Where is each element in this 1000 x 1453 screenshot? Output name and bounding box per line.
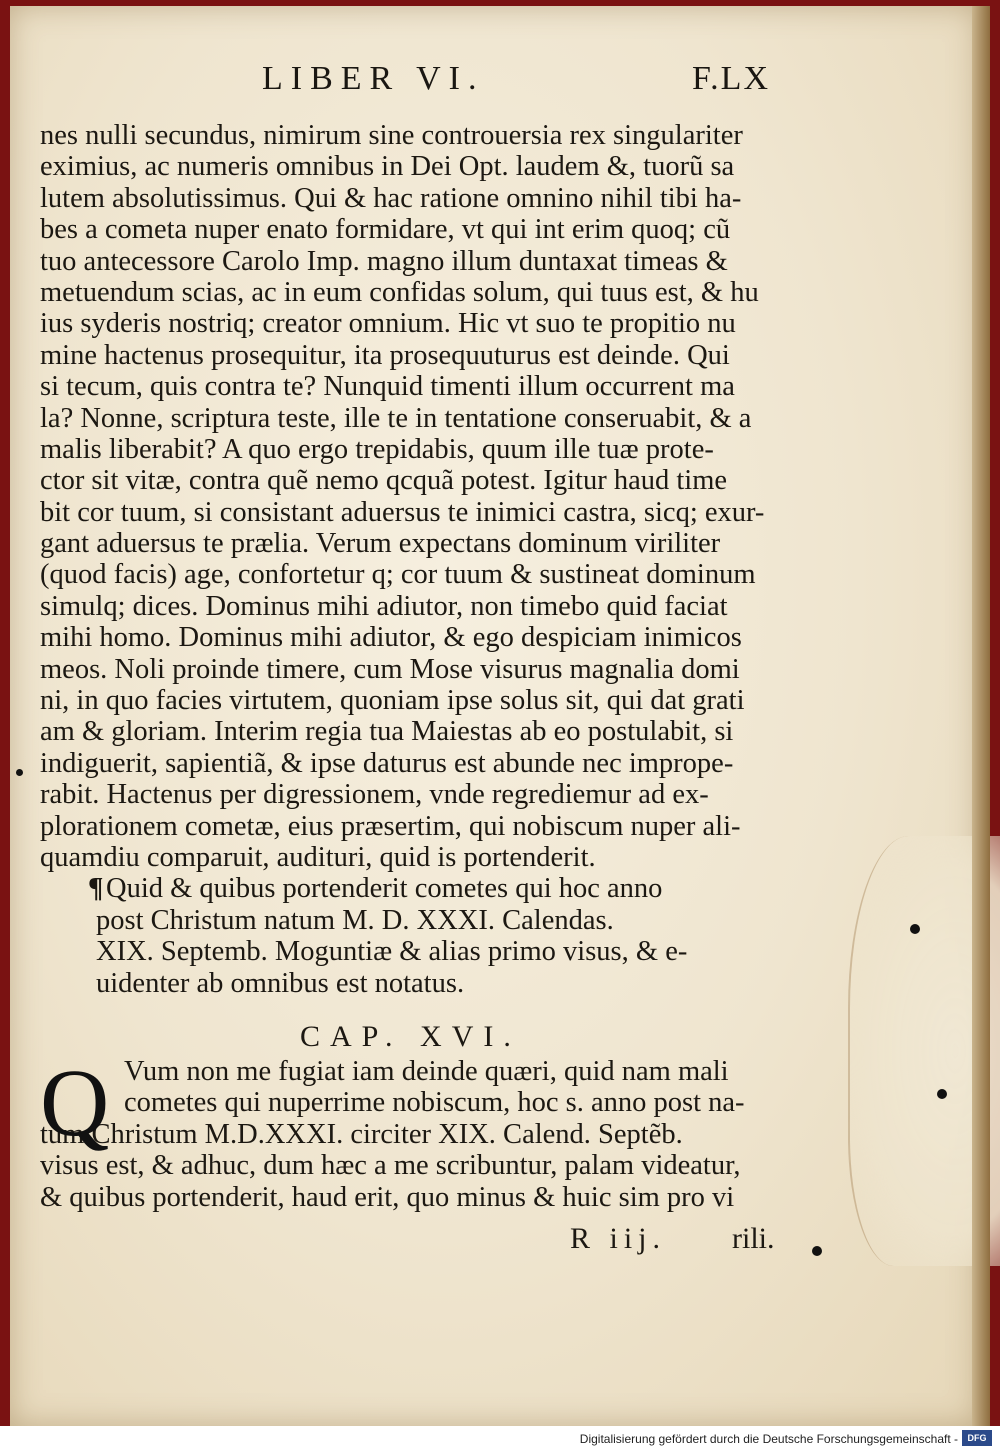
margin-dot: [812, 1246, 822, 1256]
text-line: tum Christum M.D.XXXI. circiter XIX. Calend. Septẽb.: [40, 1118, 683, 1150]
signature-mark: R iij.: [570, 1222, 667, 1255]
folio-number: F.LX: [692, 60, 771, 97]
text-line: meos. Noli proinde timere, cum Mose visurus magnalia domi: [40, 653, 740, 685]
chapter-body: [40, 1049, 800, 1213]
text-line: nes nulli secundus, nimirum sine controuersia rex singulariter: [40, 120, 743, 151]
text-line: simulq; dices. Dominus mihi adiutor, non timebo quid faciat: [40, 590, 728, 622]
chapter-label: CAP. XVI.: [300, 1020, 521, 1053]
page-header: [240, 60, 800, 110]
margin-dot: [16, 769, 23, 776]
text-line: eximius, ac numeris omnibus in Dei Opt. laudem &, tuorũ sa: [40, 151, 735, 183]
footer-credit: Digitalisierung gefördert durch die Deutsche Forschungsgemeinschaft -: [579, 1432, 958, 1446]
text-line: ni, in quo facies virtutem, quoniam ipse solus sit, qui dat grati: [40, 685, 745, 717]
text-line: am & gloriam. Interim regia tua Maiestas ab eo postulabit, si: [40, 716, 734, 748]
text-line: indiguerit, sapientiã, & ipse daturus est abunde nec imprope-: [40, 747, 734, 779]
text-line: rabit. Hactenus per digressionem, vnde regrediemur ad ex-: [40, 779, 709, 811]
text-line: metuendum scias, ac in eum confidas solum, qui tuus est, & hu: [40, 276, 759, 308]
text-line: bes a cometa nuper enato formidare, vt qui int erim quoq; cũ: [40, 214, 731, 246]
chapter-heading-line: XIX. Septemb. Moguntiæ & alias primo visus, & e-: [96, 936, 688, 968]
catchword: rili.: [732, 1222, 775, 1255]
text-line: cometes qui nuperrime nobiscum, hoc s. anno post na-: [124, 1087, 745, 1119]
text-line: la? Nonne, scriptura teste, ille te in tentatione conseruabit, & a: [40, 402, 752, 434]
text-line: & quibus portenderit, haud erit, quo minus & huic sim pro vi: [40, 1181, 735, 1213]
text-line: (quod facis) age, confortetur q; cor tuum & sustineat dominum: [40, 559, 756, 591]
chapter-heading-line: post Christum natum M. D. XXXI. Calendas.: [96, 904, 614, 936]
text-line: Vum non me fugiat iam deinde quæri, quid nam mali: [124, 1056, 729, 1087]
text-line: visus est, & adhuc, dum hæc a me scribuntur, palam videatur,: [40, 1150, 741, 1182]
text-line: mihi homo. Dominus mihi adiutor, & ego despiciam inimicos: [40, 622, 742, 654]
running-title: LIBER VI.: [262, 60, 485, 97]
text-line: gant aduersus te prælia. Verum expectans dominum viriliter: [40, 528, 721, 560]
dfg-logo: DFG: [962, 1430, 992, 1446]
text-line: ctor sit vitæ, contra quẽ nemo qcquã potest. Igitur haud time: [40, 465, 728, 497]
margin-dot: [910, 924, 920, 934]
drop-capital: Q: [40, 1049, 110, 1156]
chapter-heading-line: [40, 873, 800, 904]
text-line: mine hactenus prosequitur, ita prosequuturus est deinde. Qui: [40, 339, 730, 371]
text-line: quamdiu comparuit, audituri, quid is portenderit.: [40, 841, 596, 873]
main-text-block: [40, 120, 800, 999]
chapter-heading-line: uidenter ab omnibus est notatus.: [96, 967, 465, 999]
pilcrow-mark: ¶: [88, 873, 104, 905]
text-line: si tecum, quis contra te? Nunquid timenti illum occurrent ma: [40, 371, 735, 403]
text-line: malis liberabit? A quo ergo trepidabis, quum ille tuæ prote-: [40, 433, 714, 465]
margin-dot: [937, 1089, 947, 1099]
text-line: tuo antecessore Carolo Imp. magno illum duntaxat timeas &: [40, 245, 728, 277]
text-line: plorationem cometæ, eius præsertim, qui nobiscum nuper ali-: [40, 810, 741, 842]
text-line: ius syderis nostriq; creator omnium. Hic vt suo te propitio nu: [40, 308, 736, 340]
chapter-heading-text: Quid & quibus portenderit cometes qui hoc anno: [106, 873, 663, 905]
digitization-footer: [0, 1426, 1000, 1453]
text-line: bit cor tuum, si consistant aduersus te inimici castra, sicq; exur-: [40, 496, 765, 528]
page-fold-shadow: [972, 6, 990, 1426]
text-line: lutem absolutissimus. Qui & hac ratione omnino nihil tibi ha-: [40, 182, 742, 214]
